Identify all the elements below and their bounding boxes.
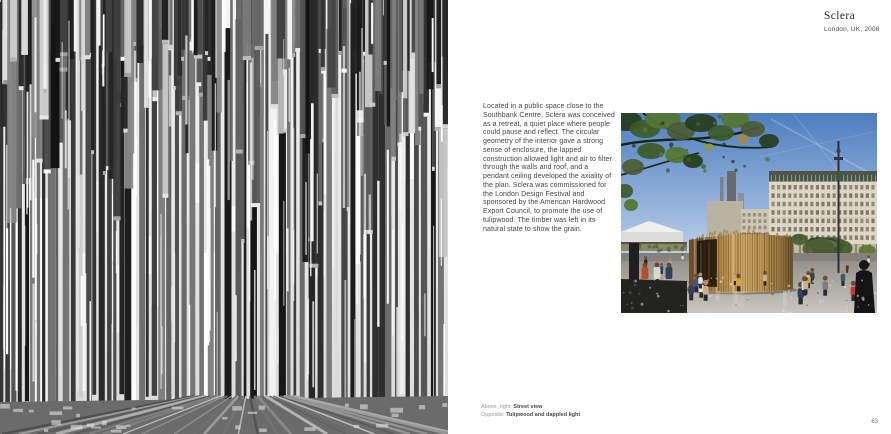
- caption-line: [481, 412, 580, 420]
- caption-line: [481, 404, 580, 412]
- title-block: [824, 10, 891, 33]
- photo-captions: [481, 404, 580, 419]
- caption-1-text: Street view: [513, 404, 543, 410]
- project-location-date: London, UK, 2008: [824, 25, 880, 33]
- project-title: Sclera: [824, 10, 856, 22]
- caption-1-prefix: Above, right:: [481, 404, 512, 410]
- caption-2-prefix: Opposite:: [481, 411, 505, 418]
- body-text: Located in a public space close to the Southbank Centre, Sclera was conceived as a retreat, a quiet place where people could pause and reflect. The circular geometry of the interior gave a strong sense of enclosure, the lapped construction allowed light and air to filter through the walls and roof, and a pendant ceiling developed the axiality of the plan. Sclera was commissioned for the London Design Festival and sponsored by the American Hardwood Export Council, to promote the use of tulipwood. The timber was left in its natural state to show the grain.: [483, 103, 615, 233]
- caption-2-text: Tulipwood and dappled light: [506, 411, 581, 418]
- right-page: [448, 0, 891, 434]
- page-number: 63: [871, 419, 878, 425]
- street-photo: [621, 113, 877, 313]
